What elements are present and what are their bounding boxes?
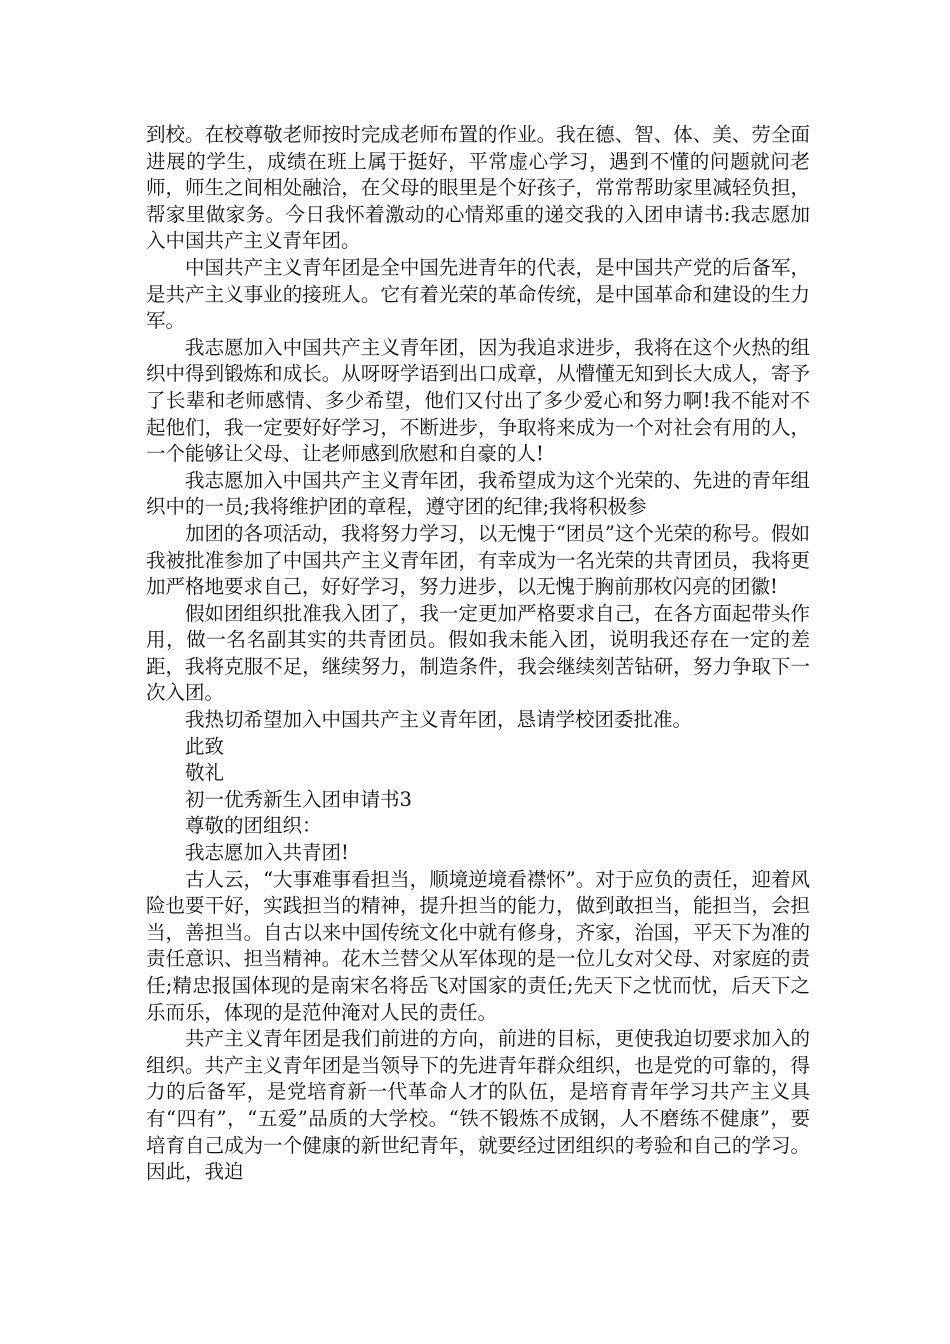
section-title: 初一优秀新生入团申请书3 [185,787,412,811]
document-body [146,122,810,1186]
paragraph-direction: 共产主义青年团是我们前进的方向，前进的目标，更使我迫切要求加入的组织。共产主义青年团是当领导下的先进青年群众组织，也是党的可靠的，得力的后备军，是党培育新一代革命人才的队伍，是培育青年学习共产主义具有“四有”，“五爱”品质的大学校。“铁不锻炼不成钢，人不磨练不健康”，要培育自己成为一个健康的新世纪青年，就要经过团组织的考验和自己的学习。因此，我迫 [146,1027,810,1184]
paragraph-youth-league-intro: 中国共产主义青年团是全中国先进青年的代表，是中国共产党的后备军，是共产主义事业的接班人。它有着光荣的革命传统，是中国革命和建设的生力军。 [146,255,810,333]
salutation: 尊敬的团组织： [185,814,322,838]
paragraph-hope-member: 我志愿加入中国共产主义青年团，我希望成为这个光荣的、先进的青年组织中的一员;我将维护团的章程，遵守团的纪律;我将积极参 [146,468,810,519]
paragraph-participate: 加团的各项活动，我将努力学习，以无愧于“团员”这个光荣的称号。假如我被批准参加了中国共产主义青年团，有幸成为一名光荣的共青团员，我将更加严格地要求自己，好好学习，努力进步，以无愧于胸前那枚闪亮的团徽! [146,521,810,599]
paragraph-commitment: 假如团组织批准我入团了，我一定更加严格要求自己，在各方面起带头作用，做一名名副其实的共青团员。假如我未能入团，说明我还存在一定的差距，我将克服不足，继续努力，制造条件，我会继续刻苦钻研，努力争取下一次入团。 [146,601,810,705]
paragraph-declaration: 我志愿加入共青团! [185,841,349,865]
closing-jingli: 敬礼 [185,761,225,785]
paragraph-responsibility: 古人云，“大事难事看担当，顺境逆境看襟怀”。对于应负的责任，迎着风险也要干好，实践担当的精神，提升担当的能力，做到敢担当，能担当，会担当，善担当。自古以来中国传统文化中就有修身，齐家，治国，平天下为准的责任意识、担当精神。花木兰替父从军体现的是一位儿女对父母、对家庭的责任;精忠报国体现的是南宋名将岳飞对国家的责任;先天下之忧而忧，后天下之乐而乐，体现的是范仲淹对人民的责任。 [146,867,810,1024]
closing-cizhi: 此致 [185,734,225,758]
paragraph-reason-join: 我志愿加入中国共产主义青年团，因为我追求进步，我将在这个火热的组织中得到锻炼和成长。从呀呀学语到出口成章，从懵懂无知到长大成人，寄予了长辈和老师感情、多少希望，他们又付出了多少爱心和努力啊!我不能对不起他们，我一定要好好学习，不断进步，争取将来成为一个对社会有用的人，一个能够让父母、让老师感到欣慰和自豪的人! [146,335,810,466]
paragraph-continuation: 到校。在校尊敬老师按时完成老师布置的作业。我在德、智、体、美、劳全面进展的学生，成绩在班上属于挺好，平常虚心学习，遇到不懂的问题就问老师，师生之间相处融洽，在父母的眼里是个好孩子，常常帮助家里减轻负担，帮家里做家务。今日我怀着激动的心情郑重的递交我的入团申请书:我志愿加入中国共产主义青年团。 [146,123,810,253]
paragraph-request: 我热切希望加入中国共产主义青年团，恳请学校团委批准。 [185,708,693,732]
